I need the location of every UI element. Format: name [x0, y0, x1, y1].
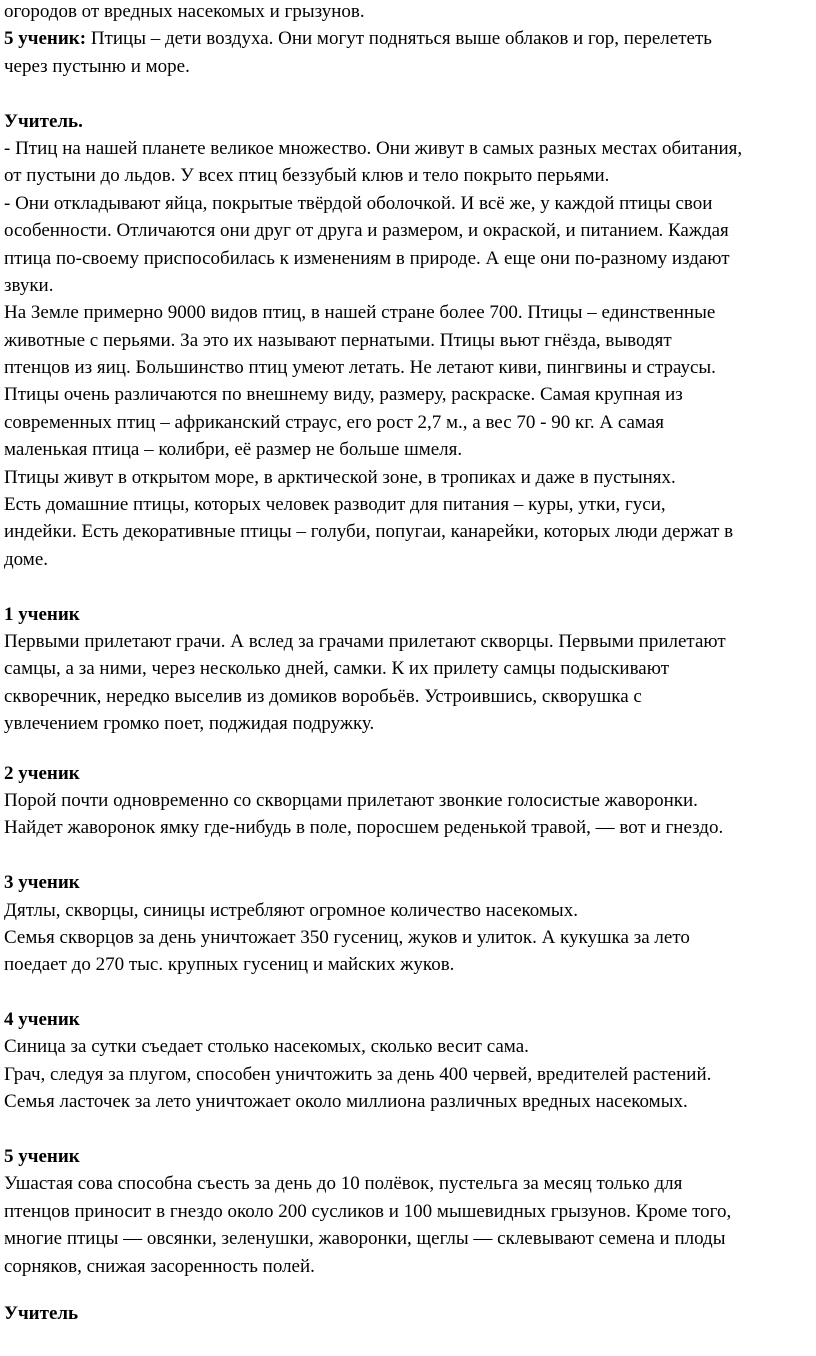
paragraph-line: от пустыни до льдов. У всех птиц беззубый клюв и тело покрыто перьями.	[4, 165, 610, 187]
student2-text	[4, 787, 816, 842]
paragraph-line: скворечник, нередко выселив из домиков воробьёв. Устроившись, скворушка с	[4, 685, 642, 707]
paragraph-line: маленькая птица – колибри, её размер не больше шмеля.	[4, 439, 463, 461]
paragraph-line: На Земле примерно 9000 видов птиц, в нашей стране более 700. Птицы – единственные	[4, 302, 716, 324]
student1-heading	[4, 601, 816, 628]
teacher-heading	[4, 108, 816, 135]
student5-text	[4, 1170, 816, 1280]
student5-remark-label: 5 ученик:	[4, 28, 87, 50]
paragraph-line: поедает до 270 тыс. крупных гусениц и майских жуков.	[4, 954, 455, 976]
paragraph-line: современных птиц – африканский страус, его рост 2,7 м., а вес 70 - 90 кг. А самая	[4, 411, 664, 433]
student5-remark-text: Птицы – дети воздуха. Они могут подняться выше облаков и гор, перелететь	[86, 28, 712, 50]
paragraph-line: Ушастая сова способна съесть за день до 10 полёвок, пустельга за месяц только для	[4, 1173, 683, 1195]
intro-line: огородов от вредных насекомых и грызунов.	[4, 1, 365, 22]
student5-heading	[4, 1143, 816, 1170]
paragraph-line: птенцов из яиц. Большинство птиц умеют летать. Не летают киви, пингвины и страусы.	[4, 357, 716, 379]
paragraph-line: звуки.	[4, 274, 54, 296]
paragraph-line: Птицы очень различаются по внешнему виду, размеру, раскраске. Самая крупная из	[4, 384, 683, 406]
paragraph-line: индейки. Есть декоративные птицы – голуби, попугаи, канарейки, которых люди держат в	[4, 521, 734, 543]
student5-heading-text: 5 ученик	[4, 1146, 80, 1168]
student4-heading-text: 4 ученик	[4, 1009, 80, 1031]
paragraph-line: Найдет жаворонок ямку где-нибудь в поле, поросшем реденькой травой, — вот и гнездо.	[4, 817, 724, 839]
student4-heading	[4, 1006, 816, 1033]
document-page	[4, 0, 816, 1327]
teacher-heading-text: Учитель.	[4, 110, 83, 132]
paragraph-line: Синица за сутки съедает столько насекомых, сколько весит сама.	[4, 1036, 529, 1058]
spacer	[4, 80, 816, 107]
paragraph-line: птенцов приносит в гнездо около 200 сусликов и 100 мышевидных грызунов. Кроме того,	[4, 1200, 732, 1222]
paragraph-line: птица по-своему приспособилась к изменениям в природе. А еще они по-разному издают	[4, 247, 730, 269]
student5-remark-line: через пустыню и море.	[4, 55, 190, 77]
spacer	[4, 573, 816, 600]
spacer	[4, 842, 816, 869]
teacher-heading-final	[4, 1300, 816, 1327]
paragraph-line: Первыми прилетают грачи. А вслед за грачами прилетают скворцы. Первыми прилетают	[4, 630, 726, 652]
paragraph-line: Грач, следуя за плугом, способен уничтожить за день 400 червей, вредителей растений.	[4, 1063, 712, 1085]
student1-text	[4, 628, 816, 738]
teacher-heading-final-text: Учитель	[4, 1302, 79, 1324]
spacer	[4, 738, 816, 760]
paragraph-line: многие птицы — овсянки, зеленушки, жаворонки, щеглы — склевывают семена и плоды	[4, 1228, 726, 1250]
teacher-text	[4, 135, 816, 573]
paragraph-line: самцы, а за ними, через несколько дней, самки. К их прилету самцы подыскивают	[4, 658, 669, 680]
student3-heading	[4, 869, 816, 896]
paragraph-line: Дятлы, скворцы, синицы истребляют огромное количество насекомых.	[4, 899, 578, 921]
paragraph-line: Семья скворцов за день уничтожает 350 гусениц, жуков и улиток. А кукушка за лето	[4, 926, 690, 948]
student1-heading-text: 1 ученик	[4, 603, 80, 625]
student4-text	[4, 1033, 816, 1115]
student3-text	[4, 897, 816, 979]
spacer	[4, 1116, 816, 1143]
student2-heading-text: 2 ученик	[4, 762, 80, 784]
paragraph-line: увлечением громко поет, поджидая подружку.	[4, 713, 375, 735]
paragraph-line: Семья ласточек за лето уничтожает около миллиона различных вредных насекомых.	[4, 1091, 688, 1113]
paragraph-line: доме.	[4, 548, 49, 570]
paragraph-line: Птицы живут в открытом море, в арктической зоне, в тропиках и даже в пустынях.	[4, 466, 676, 488]
paragraph-line: Есть домашние птицы, которых человек разводит для питания – куры, утки, гуси,	[4, 494, 666, 516]
student3-heading-text: 3 ученик	[4, 872, 80, 894]
paragraph-line: - Птиц на нашей планете великое множество. Они живут в самых разных местах обитания,	[4, 137, 743, 159]
paragraph-line: сорняков, снижая засоренность полей.	[4, 1255, 315, 1277]
paragraph-line: животные с перьями. За это их называют пернатыми. Птицы вьют гнёзда, выводят	[4, 329, 672, 351]
paragraph-line: особенности. Отличаются они друг от друга и размером, и окраской, и питанием. Каждая	[4, 220, 729, 242]
spacer	[4, 1280, 816, 1300]
student5-remark	[4, 25, 816, 52]
paragraph-line: - Они откладывают яйца, покрытые твёрдой оболочкой. И всё же, у каждой птицы свои	[4, 192, 713, 214]
spacer	[4, 979, 816, 1006]
student2-heading	[4, 760, 816, 787]
paragraph-line: Порой почти одновременно со скворцами прилетают звонкие голосистые жаворонки.	[4, 789, 698, 811]
